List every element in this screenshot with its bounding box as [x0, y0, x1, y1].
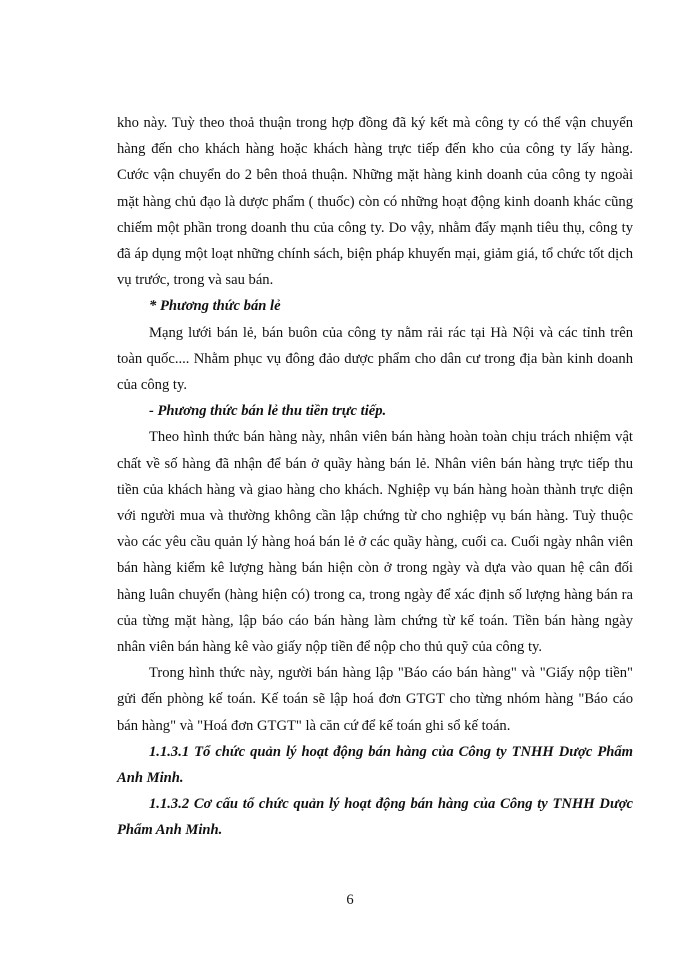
page-body	[117, 110, 633, 844]
heading-section-1132: 1.1.3.2 Cơ cấu tổ chức quản lý hoạt động bán hàng của Công ty TNHH Dược Phẩm Anh Minh.	[117, 796, 633, 839]
paragraph-direct-payment: Theo hình thức bán hàng này, nhân viên bán hàng hoàn toàn chịu trách nhiệm vật chất về số hàng đã nhận để bán ở quầy hàng bán lẻ. Nhân viên bán hàng trực tiếp thu tiền của khách hàng và giao hàng cho khách. Nghiệp vụ bán hàng hoàn thành trực diện với người mua và thường không cần lập chứng từ cho nghiệp vụ bán hàng. Tuỳ thuộc vào các yêu cầu quản lý hàng hoá bán lẻ ở các quầy hàng, cuối ca. Cuối ngày nhân viên bán hàng kiểm kê lượng hàng bán hiện còn ở trong ngày và dựa vào quan hệ cân đối hàng luân chuyển (hàng hiện có) trong ca, trong ngày để xác định số lượng hàng bán ra của từng mặt hàng, lập báo cáo bán hàng làm chứng từ kế toán. Tiền bán hàng ngày nhân viên bán hàng kê vào giấy nộp tiền để nộp cho thủ quỹ của công ty.	[117, 429, 633, 656]
page-number: 6	[346, 892, 354, 908]
paragraph-transport: kho này. Tuỳ theo thoả thuận trong hợp đồng đã ký kết mà công ty có thể vận chuyển hàng đến cho khách hàng hoặc khách hàng trực tiếp đến kho của công ty lấy hàng. Cước vận chuyển do 2 bên thoả thuận. Những mặt hàng kinh doanh của công ty ngoài mặt hàng chủ đạo là dược phẩm ( thuốc) còn có những hoạt động kinh doanh khác cũng chiếm một phần trong doanh thu của công ty. Do vậy, nhằm đẩy mạnh tiêu thụ, công ty đã áp dụng một loạt những chính sách, biện pháp khuyến mại, giảm giá, tổ chức tốt dịch vụ trước, trong và sau bán.	[117, 115, 633, 289]
paragraph-retail-network: Mạng lưới bán lẻ, bán buôn của công ty nằm rải rác tại Hà Nội và các tỉnh trên toàn quốc.... Nhằm phục vụ đông đảo dược phẩm cho dân cư trong địa bàn kinh doanh của công ty.	[117, 324, 633, 394]
heading-section-1131: 1.1.3.1 Tổ chức quản lý hoạt động bán hàng của Công ty TNHH Dược Phẩm Anh Minh.	[117, 743, 633, 787]
heading-direct-payment: - Phương thức bán lẻ thu tiền trực tiếp.	[149, 403, 387, 420]
heading-retail-method: * Phương thức bán lẻ	[149, 298, 281, 315]
paragraph-sales-report: Trong hình thức này, người bán hàng lập "Báo cáo bán hàng" và "Giấy nộp tiền" gửi đến phòng kế toán. Kế toán sẽ lập hoá đơn GTGT cho từng nhóm hàng "Báo cáo bán hàng" và "Hoá đơn GTGT" là căn cứ để kế toán ghi sổ kế toán.	[117, 665, 633, 734]
